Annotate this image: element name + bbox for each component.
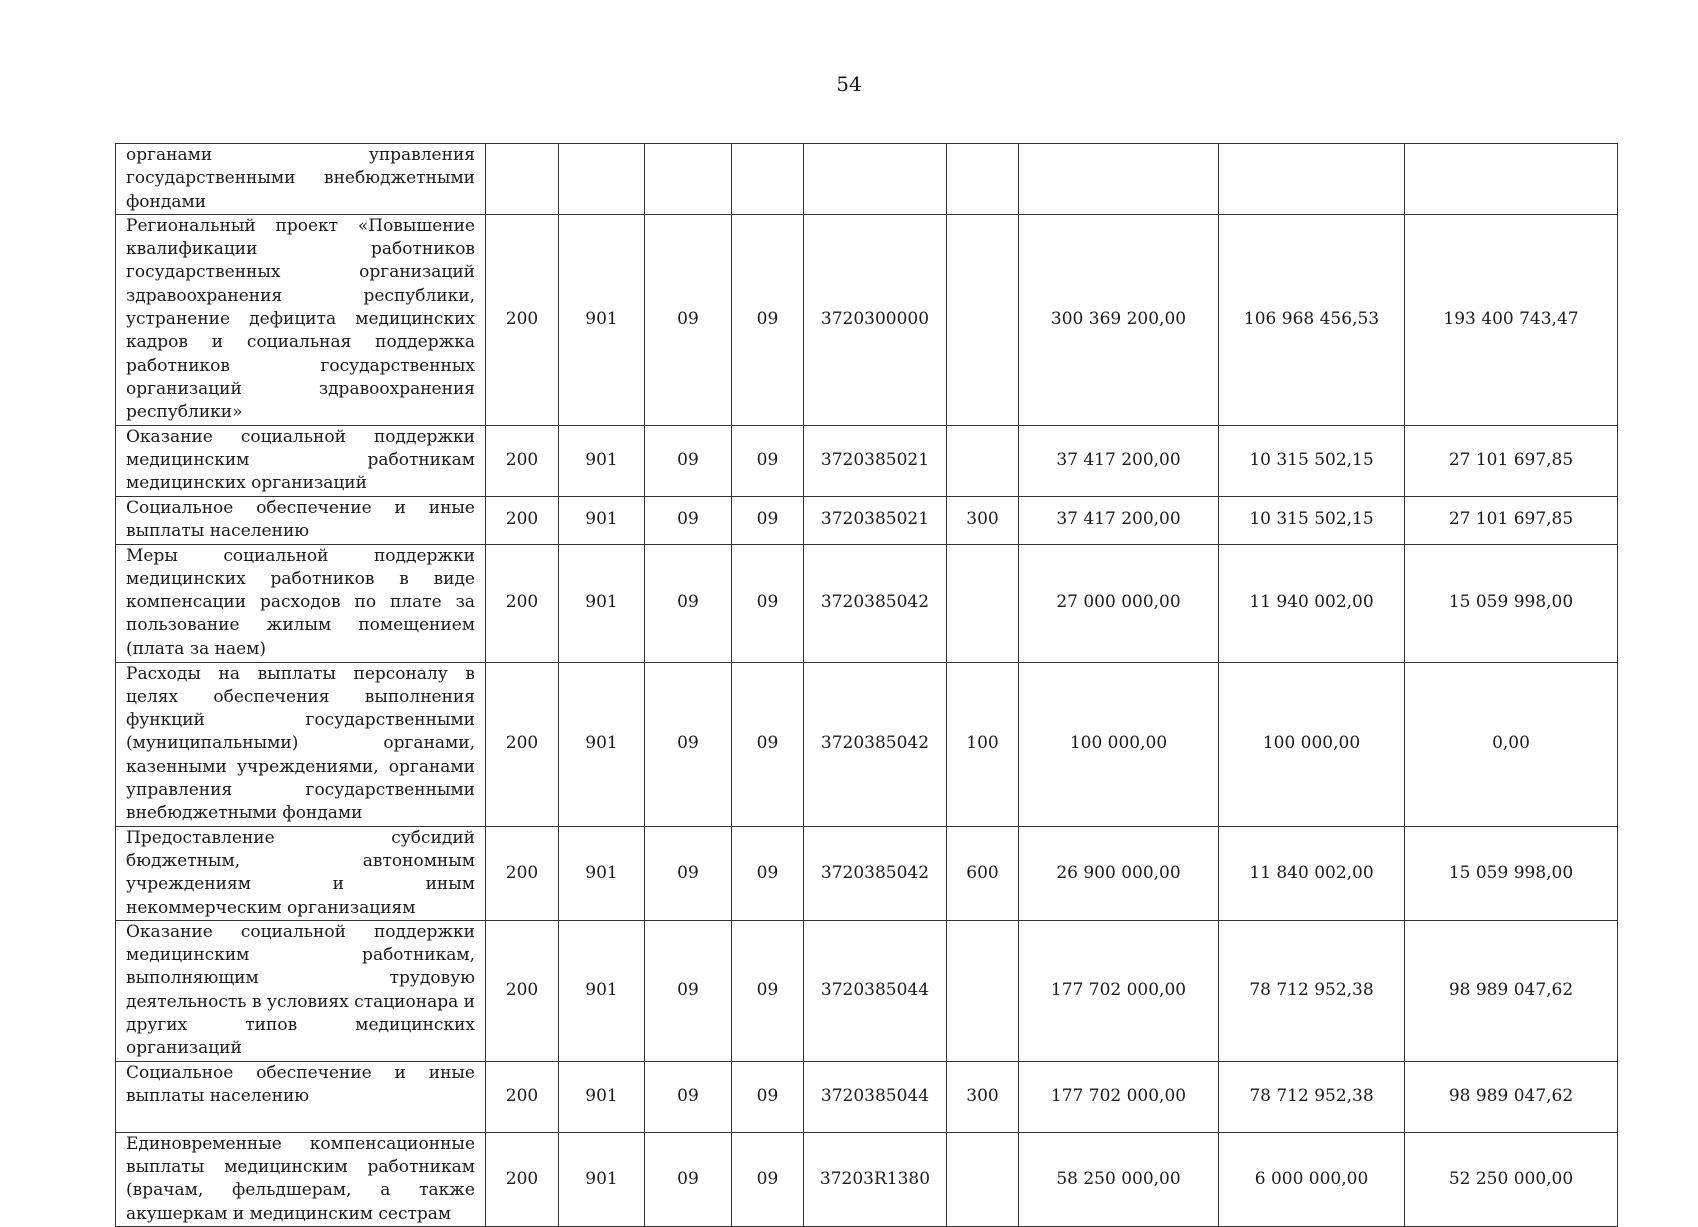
cell-c2: 901 bbox=[559, 920, 645, 1061]
cell-expense-type bbox=[947, 544, 1019, 662]
cell-c4: 09 bbox=[732, 1061, 804, 1132]
cell-c3: 09 bbox=[645, 920, 732, 1061]
cell-c3: 09 bbox=[645, 1061, 732, 1132]
cell-target-article: 3720385044 bbox=[804, 920, 947, 1061]
cell-c3: 09 bbox=[645, 425, 732, 496]
cell-amount-3: 193 400 743,47 bbox=[1405, 214, 1618, 425]
row-description: Оказание социальной поддержки медицинским работникам, выполняющим трудовую деятельность в условиях стационара и других типов медицинских организаций bbox=[116, 920, 486, 1061]
cell-expense-type: 600 bbox=[947, 826, 1019, 920]
cell-amount-3: 0,00 bbox=[1405, 662, 1618, 826]
cell-c1: 200 bbox=[486, 214, 559, 425]
cell-amount-1: 177 702 000,00 bbox=[1019, 1061, 1219, 1132]
cell-c2: 901 bbox=[559, 214, 645, 425]
cell-c3: 09 bbox=[645, 496, 732, 544]
table-row bbox=[116, 425, 1618, 496]
row-description: Единовременные компенсационные выплаты медицинским работникам (врачам, фельдшерам, а также акушеркам и медицинским сестрам bbox=[116, 1132, 486, 1226]
cell-expense-type bbox=[947, 1132, 1019, 1226]
cell-c1: 200 bbox=[486, 1061, 559, 1132]
table-row bbox=[116, 144, 1618, 215]
row-description: Социальное обеспечение и иные выплаты населению bbox=[116, 1061, 486, 1132]
table-row bbox=[116, 1061, 1618, 1132]
cell-target-article: 37203R1380 bbox=[804, 1132, 947, 1226]
table-row bbox=[116, 920, 1618, 1061]
cell-target-article: 3720385042 bbox=[804, 544, 947, 662]
cell-c2: 901 bbox=[559, 544, 645, 662]
table-row bbox=[116, 496, 1618, 544]
cell-c4: 09 bbox=[732, 214, 804, 425]
cell-amount-1: 37 417 200,00 bbox=[1019, 425, 1219, 496]
row-description: органами управления государственными внебюджетными фондами bbox=[116, 144, 486, 215]
cell-amount-2: 11 840 002,00 bbox=[1219, 826, 1405, 920]
cell-c1: 200 bbox=[486, 544, 559, 662]
cell-expense-type: 300 bbox=[947, 496, 1019, 544]
cell-c2: 901 bbox=[559, 496, 645, 544]
cell-expense-type bbox=[947, 920, 1019, 1061]
cell-amount-3: 98 989 047,62 bbox=[1405, 1061, 1618, 1132]
cell-amount-2: 10 315 502,15 bbox=[1219, 425, 1405, 496]
cell-target-article bbox=[804, 144, 947, 215]
cell-target-article: 3720385044 bbox=[804, 1061, 947, 1132]
cell-c2: 901 bbox=[559, 826, 645, 920]
cell-expense-type: 300 bbox=[947, 1061, 1019, 1132]
cell-amount-3 bbox=[1405, 144, 1618, 215]
cell-c3: 09 bbox=[645, 1132, 732, 1226]
cell-c4: 09 bbox=[732, 1132, 804, 1226]
cell-c3: 09 bbox=[645, 826, 732, 920]
cell-c4: 09 bbox=[732, 920, 804, 1061]
cell-target-article: 3720385021 bbox=[804, 496, 947, 544]
cell-c1: 200 bbox=[486, 920, 559, 1061]
cell-c4: 09 bbox=[732, 826, 804, 920]
cell-amount-3: 15 059 998,00 bbox=[1405, 544, 1618, 662]
cell-amount-1: 100 000,00 bbox=[1019, 662, 1219, 826]
cell-c3: 09 bbox=[645, 662, 732, 826]
row-description: Предоставление субсидий бюджетным, автономным учреждениям и иным некоммерческим организациям bbox=[116, 826, 486, 920]
row-description: Региональный проект «Повышение квалификации работников государственных организаций здравоохранения республики, устранение дефицита медицинских кадров и социальная поддержка работников государственных организаций здравоохранения республики» bbox=[116, 214, 486, 425]
cell-c3: 09 bbox=[645, 544, 732, 662]
cell-amount-3: 98 989 047,62 bbox=[1405, 920, 1618, 1061]
cell-amount-1: 300 369 200,00 bbox=[1019, 214, 1219, 425]
cell-expense-type bbox=[947, 214, 1019, 425]
cell-amount-1: 27 000 000,00 bbox=[1019, 544, 1219, 662]
cell-amount-1: 177 702 000,00 bbox=[1019, 920, 1219, 1061]
cell-expense-type bbox=[947, 425, 1019, 496]
table-row bbox=[116, 214, 1618, 425]
cell-amount-2: 11 940 002,00 bbox=[1219, 544, 1405, 662]
cell-c2: 901 bbox=[559, 662, 645, 826]
cell-c1: 200 bbox=[486, 662, 559, 826]
cell-amount-1: 58 250 000,00 bbox=[1019, 1132, 1219, 1226]
cell-amount-1: 26 900 000,00 bbox=[1019, 826, 1219, 920]
cell-amount-2: 6 000 000,00 bbox=[1219, 1132, 1405, 1226]
page-number: 54 bbox=[836, 72, 862, 96]
cell-c1: 200 bbox=[486, 496, 559, 544]
cell-c4: 09 bbox=[732, 662, 804, 826]
cell-c2: 901 bbox=[559, 425, 645, 496]
cell-amount-2 bbox=[1219, 144, 1405, 215]
cell-amount-3: 15 059 998,00 bbox=[1405, 826, 1618, 920]
cell-c3: 09 bbox=[645, 214, 732, 425]
row-description: Социальное обеспечение и иные выплаты населению bbox=[116, 496, 486, 544]
table-row bbox=[116, 1132, 1618, 1226]
row-description: Расходы на выплаты персоналу в целях обеспечения выполнения функций государственными (муниципальными) органами, казенными учреждениями, органами управления государственными внебюджетными фондами bbox=[116, 662, 486, 826]
cell-c1: 200 bbox=[486, 425, 559, 496]
row-description: Оказание социальной поддержки медицинским работникам медицинских организаций bbox=[116, 425, 486, 496]
cell-amount-3: 27 101 697,85 bbox=[1405, 425, 1618, 496]
cell-target-article: 3720300000 bbox=[804, 214, 947, 425]
cell-amount-2: 78 712 952,38 bbox=[1219, 1061, 1405, 1132]
cell-amount-2: 100 000,00 bbox=[1219, 662, 1405, 826]
cell-target-article: 3720385021 bbox=[804, 425, 947, 496]
cell-target-article: 3720385042 bbox=[804, 826, 947, 920]
cell-c4: 09 bbox=[732, 425, 804, 496]
cell-c1 bbox=[486, 144, 559, 215]
cell-amount-3: 27 101 697,85 bbox=[1405, 496, 1618, 544]
cell-amount-1: 37 417 200,00 bbox=[1019, 496, 1219, 544]
cell-amount-2: 106 968 456,53 bbox=[1219, 214, 1405, 425]
table-row bbox=[116, 544, 1618, 662]
cell-amount-1 bbox=[1019, 144, 1219, 215]
row-description: Меры социальной поддержки медицинских работников в виде компенсации расходов по плате за пользование жилым помещением (плата за наем) bbox=[116, 544, 486, 662]
table-row bbox=[116, 826, 1618, 920]
cell-c2: 901 bbox=[559, 1132, 645, 1226]
cell-amount-2: 10 315 502,15 bbox=[1219, 496, 1405, 544]
cell-c4: 09 bbox=[732, 496, 804, 544]
cell-amount-3: 52 250 000,00 bbox=[1405, 1132, 1618, 1226]
table-row bbox=[116, 662, 1618, 826]
cell-c1: 200 bbox=[486, 826, 559, 920]
budget-table bbox=[115, 143, 1618, 1227]
cell-c3 bbox=[645, 144, 732, 215]
cell-c4 bbox=[732, 144, 804, 215]
cell-c1: 200 bbox=[486, 1132, 559, 1226]
cell-c2: 901 bbox=[559, 1061, 645, 1132]
cell-amount-2: 78 712 952,38 bbox=[1219, 920, 1405, 1061]
cell-expense-type bbox=[947, 144, 1019, 215]
cell-target-article: 3720385042 bbox=[804, 662, 947, 826]
cell-c4: 09 bbox=[732, 544, 804, 662]
cell-expense-type: 100 bbox=[947, 662, 1019, 826]
cell-c2 bbox=[559, 144, 645, 215]
